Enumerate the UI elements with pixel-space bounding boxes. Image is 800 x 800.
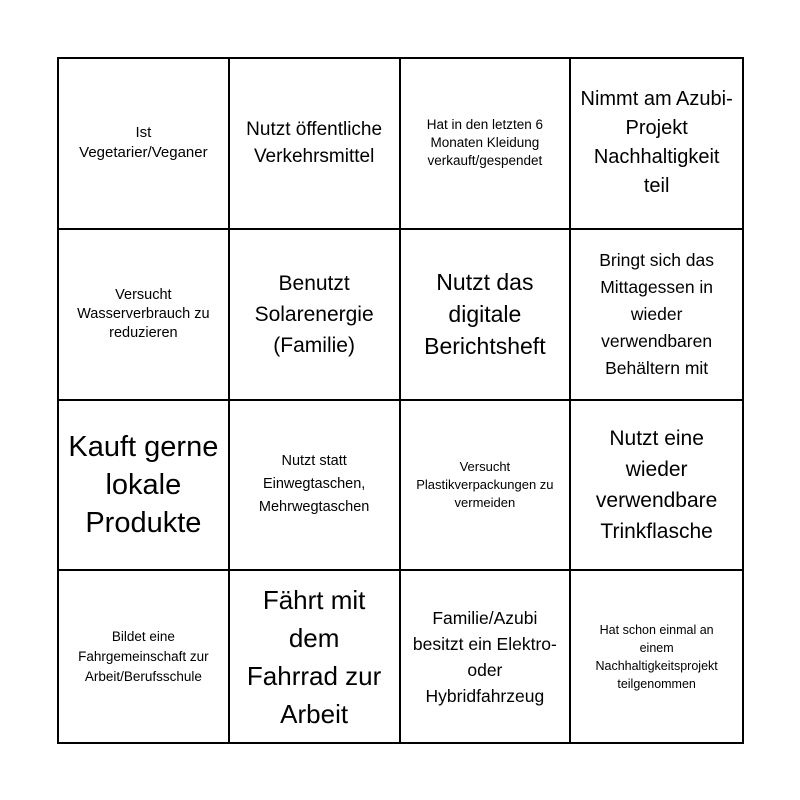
bingo-cell-r4-c3[interactable] — [401, 571, 572, 742]
bingo-cell-text: Familie/Azubi besitzt ein Elektro- oder Hybridfahrzeug — [412, 607, 557, 706]
bingo-cell-text: Ist Vegetarier/Veganer — [79, 124, 208, 162]
bingo-cell-text: Bringt sich das Mittagessen in wieder verwendbaren Behältern mit — [599, 249, 715, 378]
bingo-cell-r1-c2[interactable] — [230, 59, 401, 230]
bingo-cell-text: Nutzt eine wieder verwendbare Trinkflasche — [595, 426, 718, 543]
bingo-cell-r3-c3[interactable] — [401, 401, 572, 572]
bingo-cell-text: Versucht Wasserverbrauch zu reduzieren — [77, 286, 210, 341]
bingo-cell-r4-c4[interactable] — [571, 571, 742, 742]
bingo-cell-r2-c1[interactable] — [59, 230, 230, 401]
bingo-cell-r3-c1[interactable] — [59, 401, 230, 572]
bingo-cell-text: Fährt mit dem Fahrrad zur Arbeit — [246, 584, 382, 729]
bingo-cell-r1-c4[interactable] — [571, 59, 742, 230]
bingo-cell-r4-c1[interactable] — [59, 571, 230, 742]
bingo-cell-r1-c1[interactable] — [59, 59, 230, 230]
bingo-cell-text: Hat in den letzten 6 Monaten Kleidung verkauft/gespendet — [426, 117, 544, 169]
bingo-cell-r4-c2[interactable] — [230, 571, 401, 742]
bingo-cell-r2-c2[interactable] — [230, 230, 401, 401]
bingo-cell-text: Nutzt öffentliche Verkehrsmittel — [246, 119, 383, 168]
bingo-cell-text: Versucht Plastikverpackungen zu vermeiden — [416, 458, 554, 510]
bingo-cell-r3-c4[interactable] — [571, 401, 742, 572]
bingo-board — [57, 57, 744, 744]
bingo-cell-text: Nutzt das digitale Berichtsheft — [424, 269, 546, 360]
bingo-cell-text: Kauft gerne lokale Produkte — [68, 430, 219, 539]
bingo-cell-text: Benutzt Solarenergie (Familie) — [254, 271, 374, 357]
bingo-cell-text: Nimmt am Azubi-Projekt Nachhaltigkeit teil — [580, 88, 733, 198]
bingo-cell-r1-c3[interactable] — [401, 59, 572, 230]
bingo-cell-r2-c4[interactable] — [571, 230, 742, 401]
bingo-cell-r3-c2[interactable] — [230, 401, 401, 572]
bingo-cell-text: Bildet eine Fahrgemeinschaft zur Arbeit/Berufsschule — [78, 628, 209, 684]
bingo-cell-text: Hat schon einmal an einem Nachhaltigkeitsprojekt teilgenommen — [595, 622, 718, 691]
bingo-cell-r2-c3[interactable] — [401, 230, 572, 401]
bingo-cell-text: Nutzt statt Einwegtaschen, Mehrwegtaschen — [258, 453, 370, 516]
